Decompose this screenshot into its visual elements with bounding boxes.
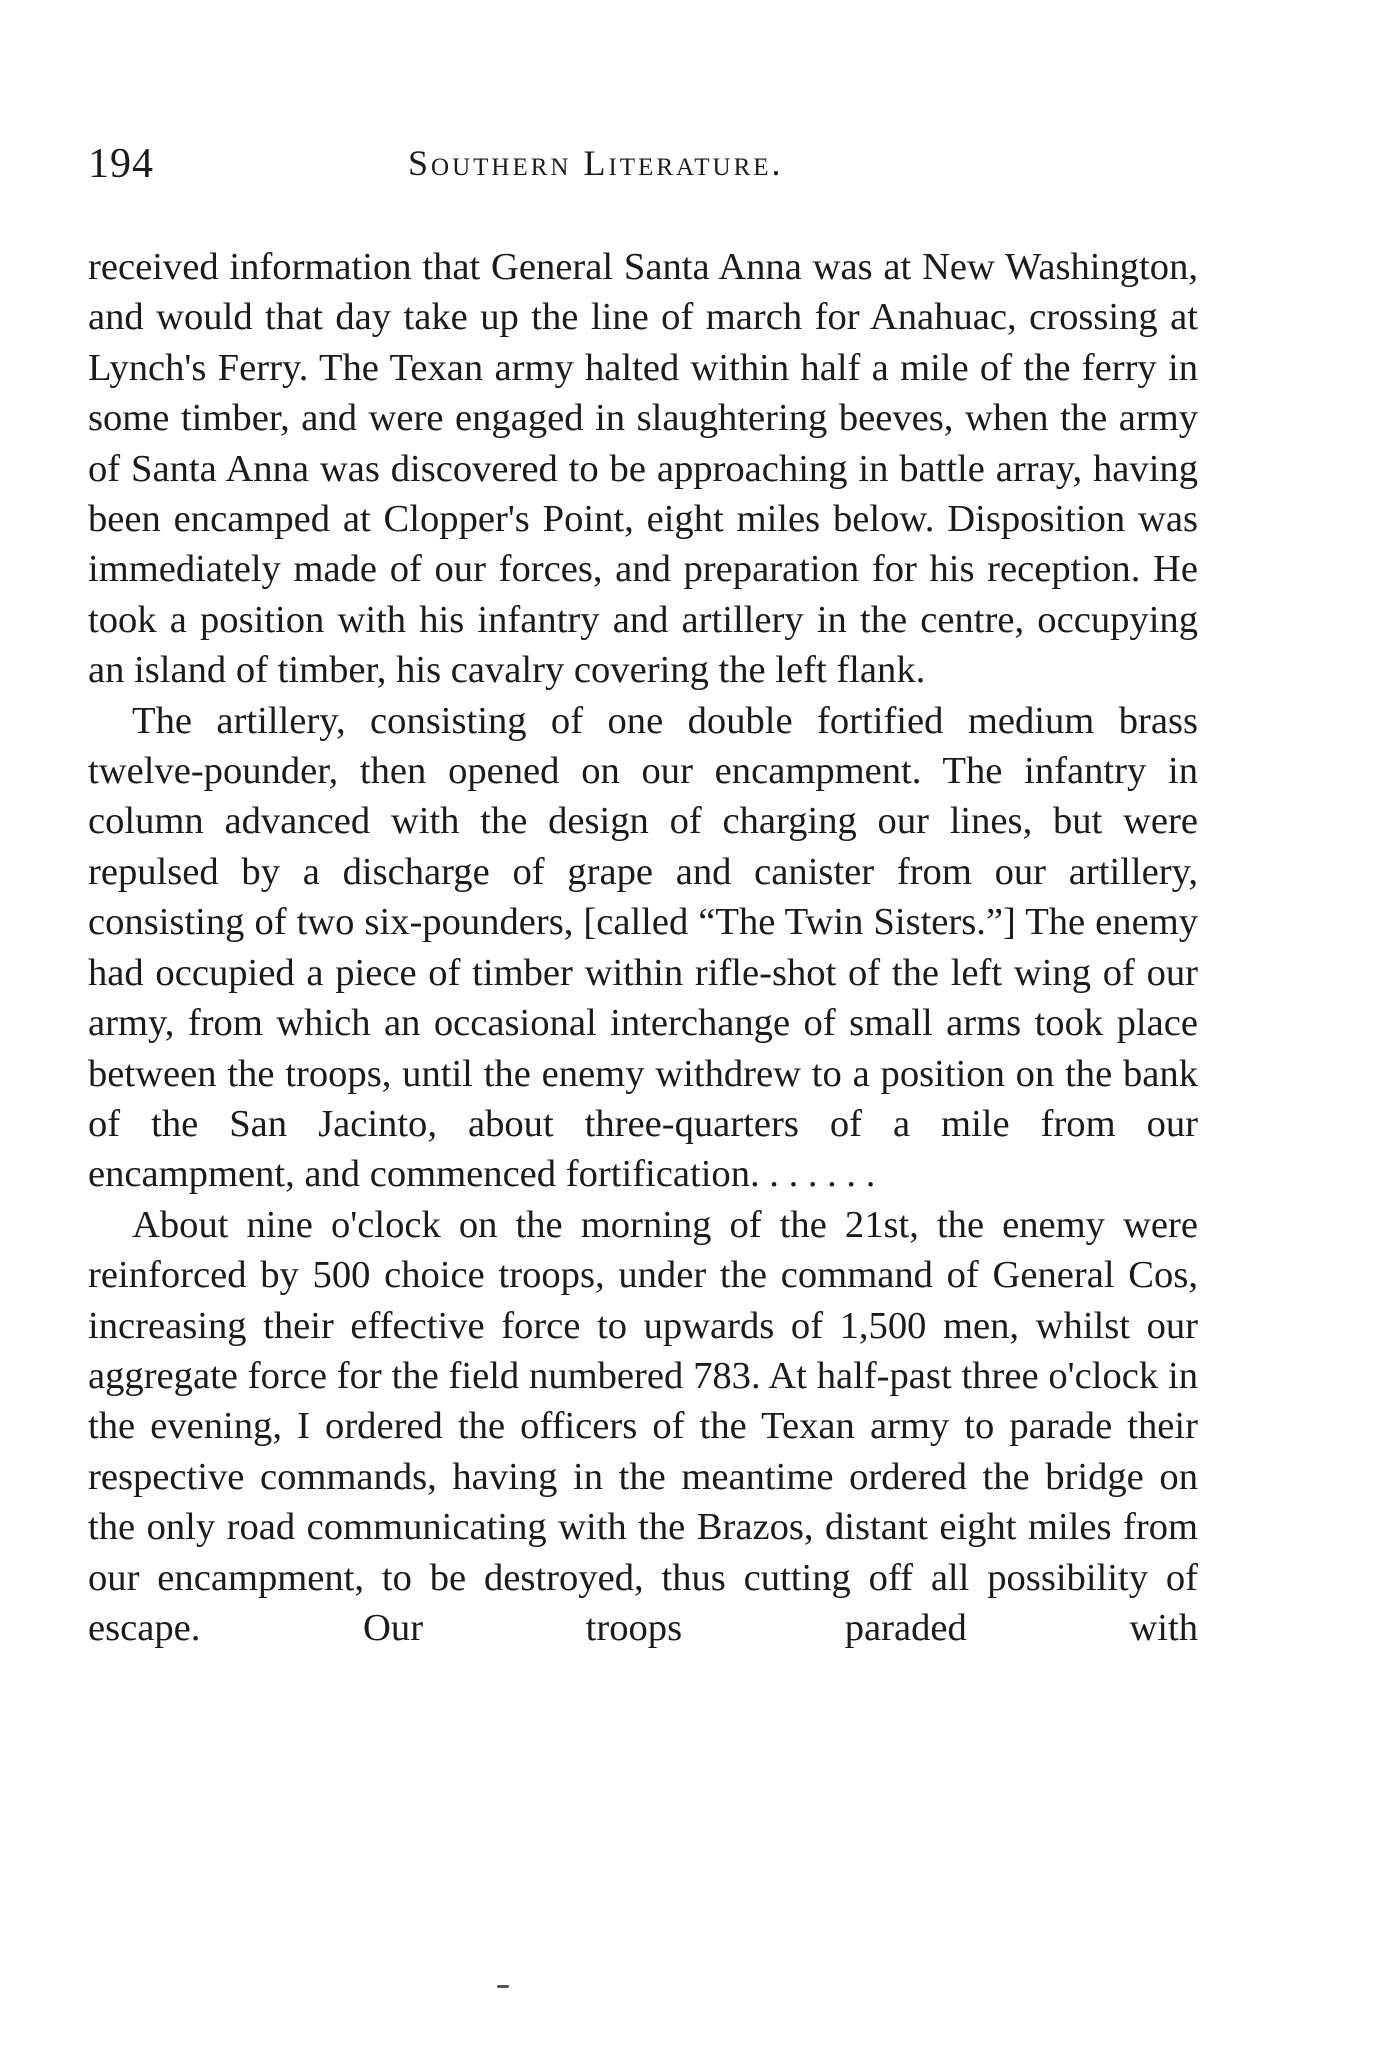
paragraph-1: received information that General Santa Anna was at New Washington, and would that day take up the line of march for Anahuac, crossing at Lynch's Ferry. The Texan army halted within half a mile of the ferry in some timber, and were engaged in slaughtering beeves, when the army of Santa Anna was discovered to be approaching in battle array, having been encamped at Clopper's Point, eight miles below. Disposition was immediately made of our forces, and preparation for his reception. He took a position with his infantry and artillery in the centre, occupying an island of timber, his cavalry covering the left flank.: [88, 246, 1198, 692]
running-header: [88, 140, 1198, 200]
book-page: [88, 140, 1198, 1653]
running-title: Southern Literature.: [408, 143, 784, 183]
body-text: [88, 242, 1198, 1653]
printing-mark: [497, 1985, 509, 1988]
paragraph-3: About nine o'clock on the morning of the 21st, the enemy were reinforced by 500 choice troops, under the command of General Cos, increasing their effective force to upwards of 1,500 men, whilst our aggregate force for the field numbered 783. At half-past three o'clock in the evening, I ordered the officers of the Texan army to parade their respective commands, having in the meantime ordered the bridge on the only road communicating with the Brazos, distant eight miles from our encampment, to be destroyed, thus cutting off all possibility of escape. Our troops paraded with: [88, 1203, 1198, 1649]
page-number: 194: [88, 141, 154, 187]
paragraph-2: The artillery, consisting of one double fortified medium brass twelve-pounder, then opened on our encampment. The infantry in column advanced with the design of charging our lines, but were repulsed by a discharge of grape and canister from our artillery, consisting of two six-pounders, [called “The Twin Sisters.”] The enemy had occupied a piece of timber within rifle-shot of the left wing of our army, from which an occasional interchange of small arms took place between the troops, until the enemy withdrew to a position on the bank of the San Jacinto, about three-quarters of a mile from our encampment, and commenced fortification. . . . . . .: [88, 699, 1198, 1196]
